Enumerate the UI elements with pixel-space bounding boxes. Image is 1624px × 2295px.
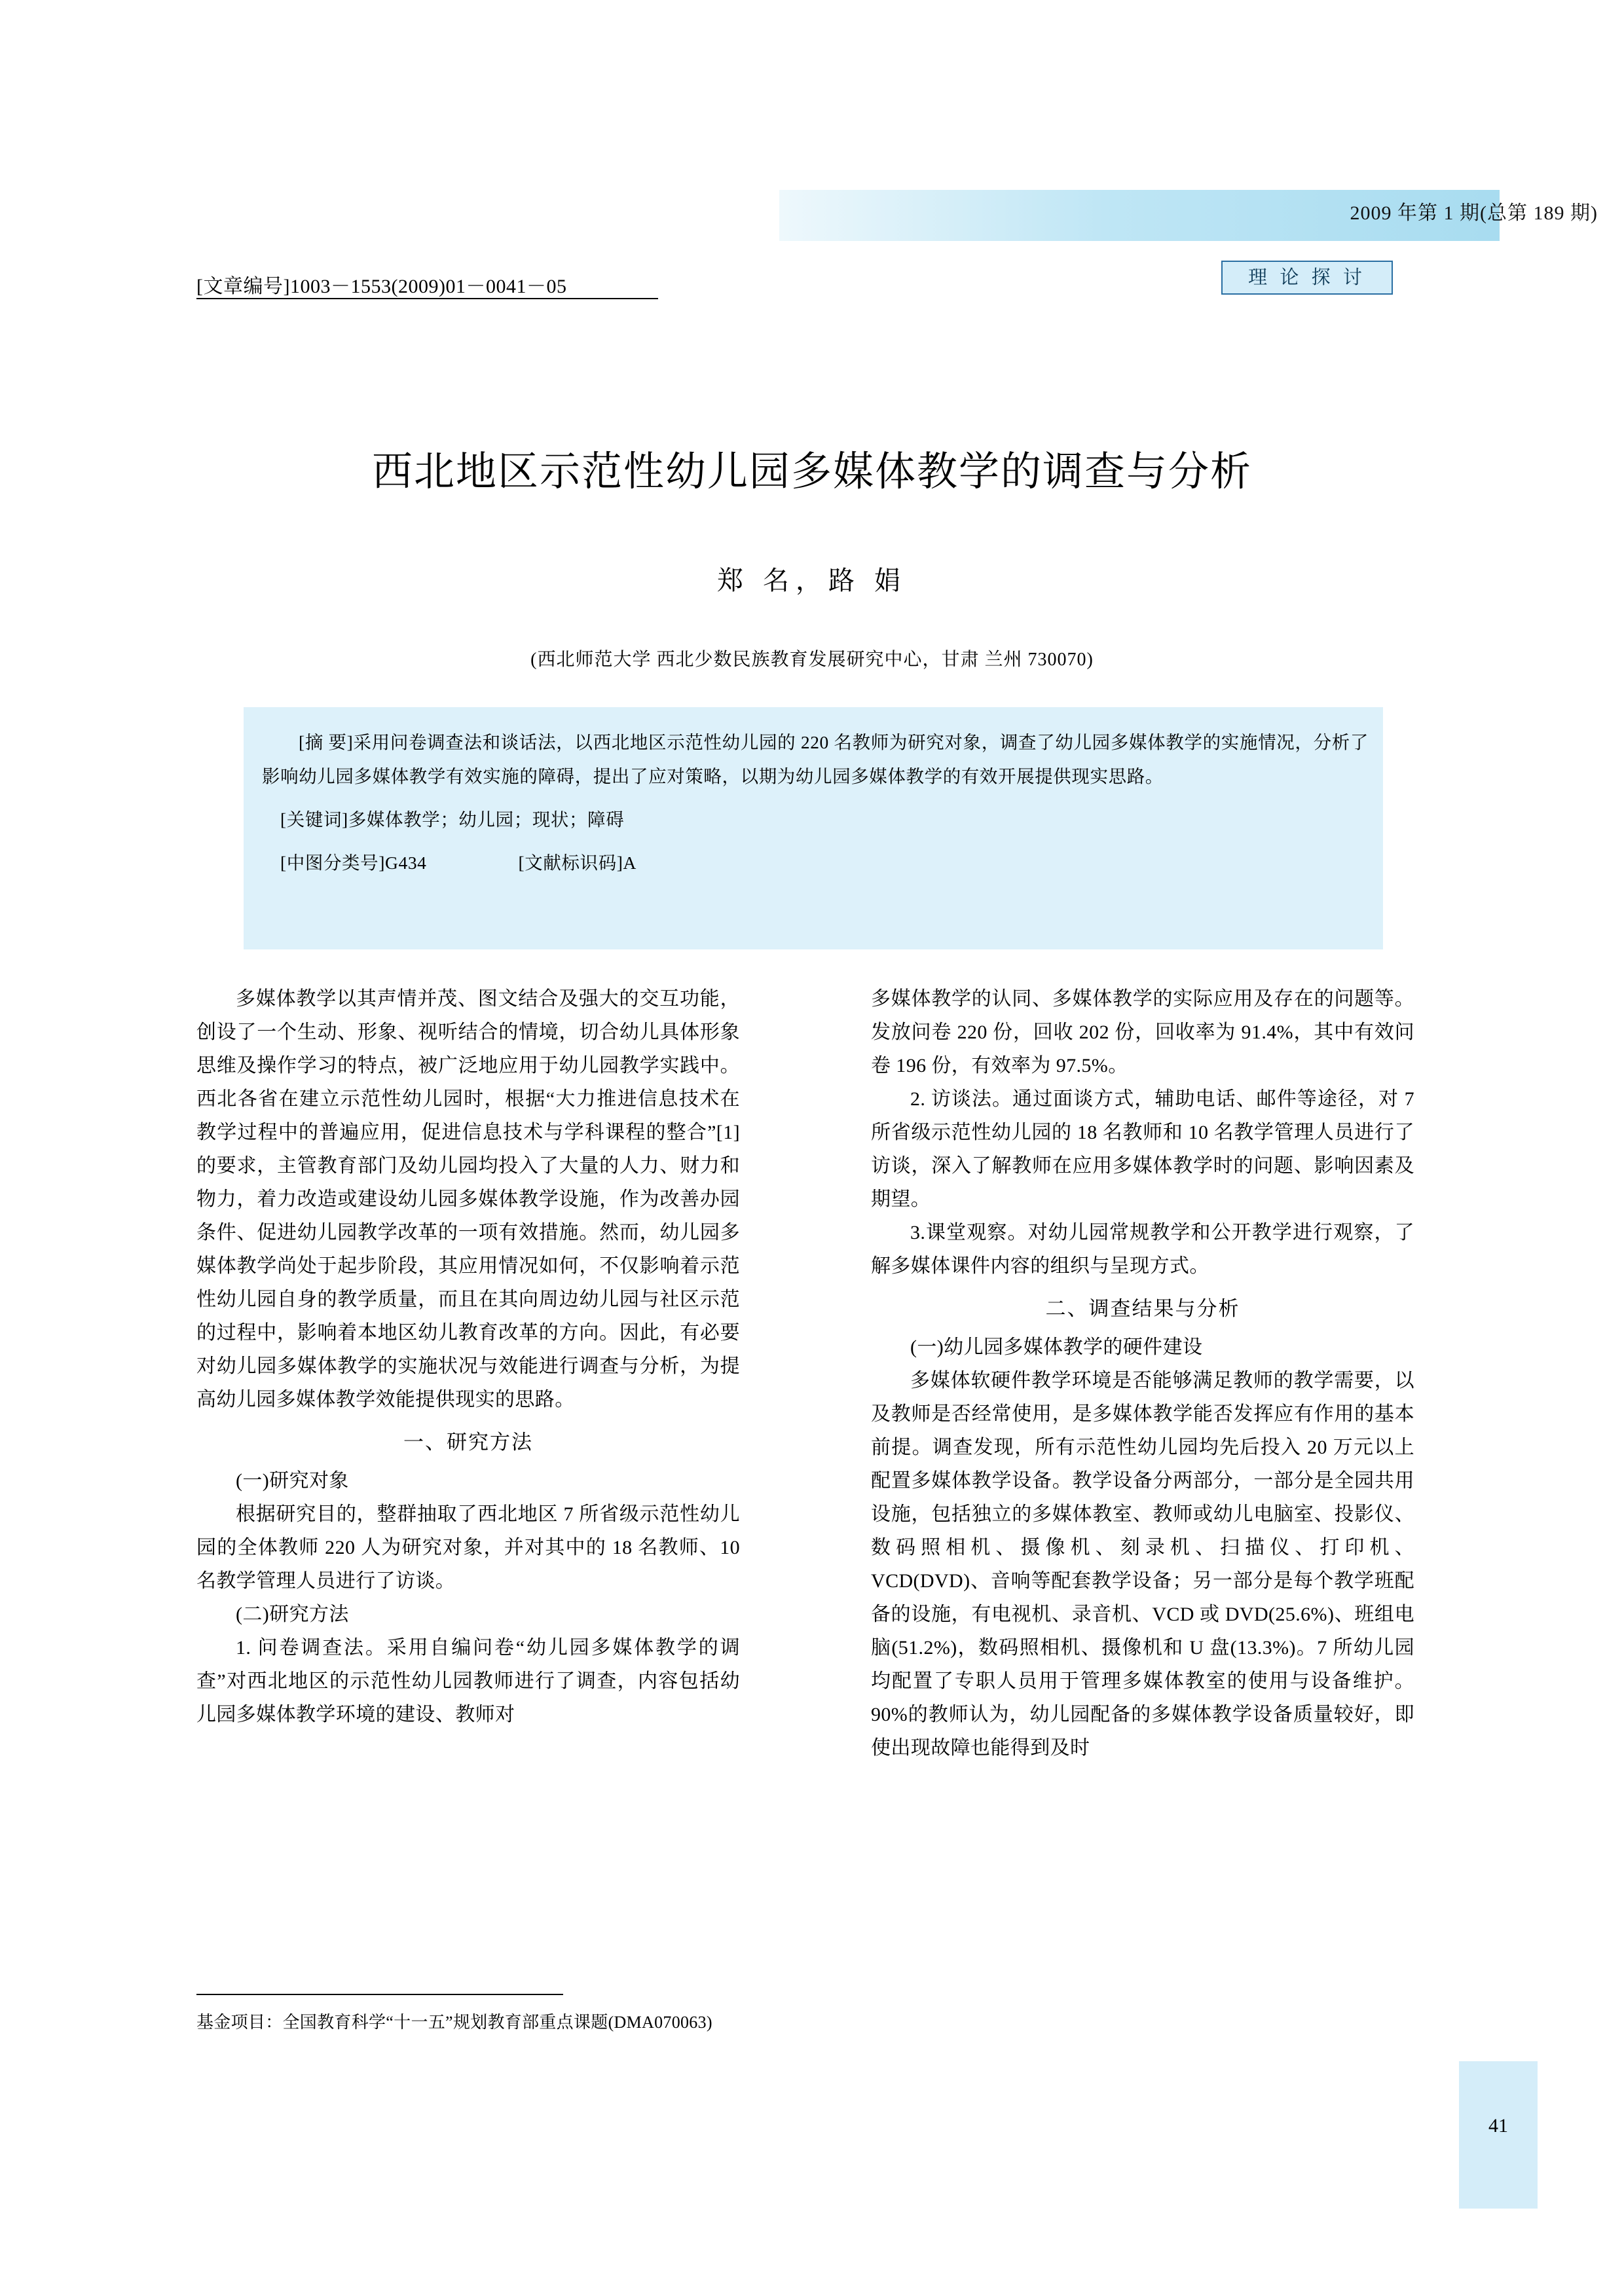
article-number-rule [196, 298, 658, 299]
body-paragraph: 2. 访谈法。通过面谈方式，辅助电话、邮件等途径，对 7 所省级示范性幼儿园的 18 名教师和 10 名教学管理人员进行了访谈，深入了解教师在应用多媒体教学时的问题、影响因素及期望。 [871, 1088, 1414, 1210]
clc-label: [中图分类号] [280, 853, 386, 873]
body-paragraph: (一)幼儿园多媒体教学的硬件建设 [910, 1336, 1203, 1358]
keywords-value: 多媒体教学；幼儿园；现状；障碍 [348, 809, 625, 830]
classification-line [262, 846, 1369, 880]
section-heading: 二、调查结果与分析 [1045, 1297, 1240, 1320]
issue-line: 2009 年第 1 期(总第 189 期) [1350, 202, 1598, 224]
body-column-left [196, 982, 740, 1731]
body-paragraph: (二)研究方法 [236, 1604, 349, 1625]
body-paragraph: 1. 问卷调查法。采用自编问卷“幼儿园多媒体教学的调查”对西北地区的示范性幼儿园教师进行了调查，内容包括幼儿园多媒体教学环境的建设、教师对 [196, 1637, 740, 1725]
column-badge: 理 论 探 讨 [1221, 261, 1393, 295]
abstract-label: [摘 要] [299, 732, 354, 752]
body-paragraph-continued: 多媒体教学的认同、多媒体教学的实际应用及存在的问题等。发放问卷 220 份，回收 202 份，回收率为 91.4%，其中有效问卷 196 份，有效率为 97.5%。 [871, 988, 1414, 1076]
section-heading: 一、研究方法 [403, 1431, 533, 1454]
body-paragraph: 根据研究目的，整群抽取了西北地区 7 所省级示范性幼儿园的全体教师 220 人为研究对象，并对其中的 18 名教师、10 名教学管理人员进行了访谈。 [196, 1503, 740, 1592]
affiliation: (西北师范大学 西北少数民族教育发展研究中心，甘肃 兰州 730070) [530, 650, 1094, 670]
abstract-content [262, 725, 1369, 880]
footnote-rule [196, 1994, 563, 1995]
footnote: 基金项目：全国教育科学“十一五”规划教育部重点课题(DMA070063) [196, 2013, 712, 2032]
article-number: [文章编号]1003－1553(2009)01－0041－05 [196, 276, 567, 297]
doc-code-label: [文献标识码] [518, 853, 623, 873]
doc-code-value: A [623, 853, 637, 873]
abstract-paragraph [262, 725, 1369, 794]
authors: 郑 名，路 娟 [717, 566, 907, 595]
body-paragraph: 多媒体教学以其声情并茂、图文结合及强大的交互功能，创设了一个生动、形象、视听结合的情境，切合幼儿具体形象思维及操作学习的特点，被广泛地应用于幼儿园教学实践中。西北各省在建立示范性幼儿园时，根据“大力推进信息技术在教学过程中的普遍应用，促进信息技术与学科课程的整合”[1]的要求，主管教育部门及幼儿园均投入了大量的人力、财力和物力，着力改造或建设幼儿园多媒体教学设施，作为改善办园条件、促进幼儿园教学改革的一项有效措施。然而，幼儿园多媒体教学尚处于起步阶段，其应用情况如何，不仅影响着示范性幼儿园自身的教学质量，而且在其向周边幼儿园与社区示范的过程中，影响着本地区幼儿教育改革的方向。因此，有必要对幼儿园多媒体教学的实施状况与效能进行调查与分析，为提高幼儿园多媒体教学效能提供现实的思路。 [196, 988, 740, 1410]
body-paragraph: 多媒体软硬件教学环境是否能够满足教师的教学需要，以及教师是否经常使用，是多媒体教学能否发挥应有作用的基本前提。调查发现，所有示范性幼儿园均先后投入 20 万元以上配置多媒体教学设备。教学设备分两部分，一部分是全园共用设施，包括独立的多媒体教室、教师或幼儿电脑室、投影仪、数码照相机、摄像机、刻录机、扫描仪、打印机、VCD(DVD)、音响等配套教学设备；另一部分是每个教学班配备的设施，有电视机、录音机、VCD 或 DVD(25.6%)、班组电脑(51.2%)，数码照相机、摄像机和 U 盘(13.3%)。7 所幼儿园均配置了专职人员用于管理多媒体教室的使用与设备维护。90%的教师认为，幼儿园配备的多媒体教学设备质量较好，即使出现故障也能得到及时 [871, 1370, 1414, 1759]
page-number: 41 [1488, 2115, 1508, 2137]
body-paragraph: 3.课堂观察。对幼儿园常规教学和公开教学进行观察，了解多媒体课件内容的组织与呈现方式。 [871, 1222, 1414, 1277]
keywords-line [262, 803, 1369, 837]
clc-value: G434 [385, 853, 427, 873]
keywords-label: [关键词] [280, 809, 348, 830]
body-paragraph: (一)研究对象 [236, 1470, 349, 1492]
body-column-right [871, 982, 1414, 1765]
abstract-text: 采用问卷调查法和谈话法，以西北地区示范性幼儿园的 220 名教师为研究对象，调查了幼儿园多媒体教学的实施情况，分析了影响幼儿园多媒体教学有效实施的障碍，提出了应对策略，以期为幼儿园多媒体教学的有效开展提供现实思路。 [262, 732, 1369, 786]
page-title: 西北地区示范性幼儿园多媒体教学的调查与分析 [371, 450, 1252, 494]
